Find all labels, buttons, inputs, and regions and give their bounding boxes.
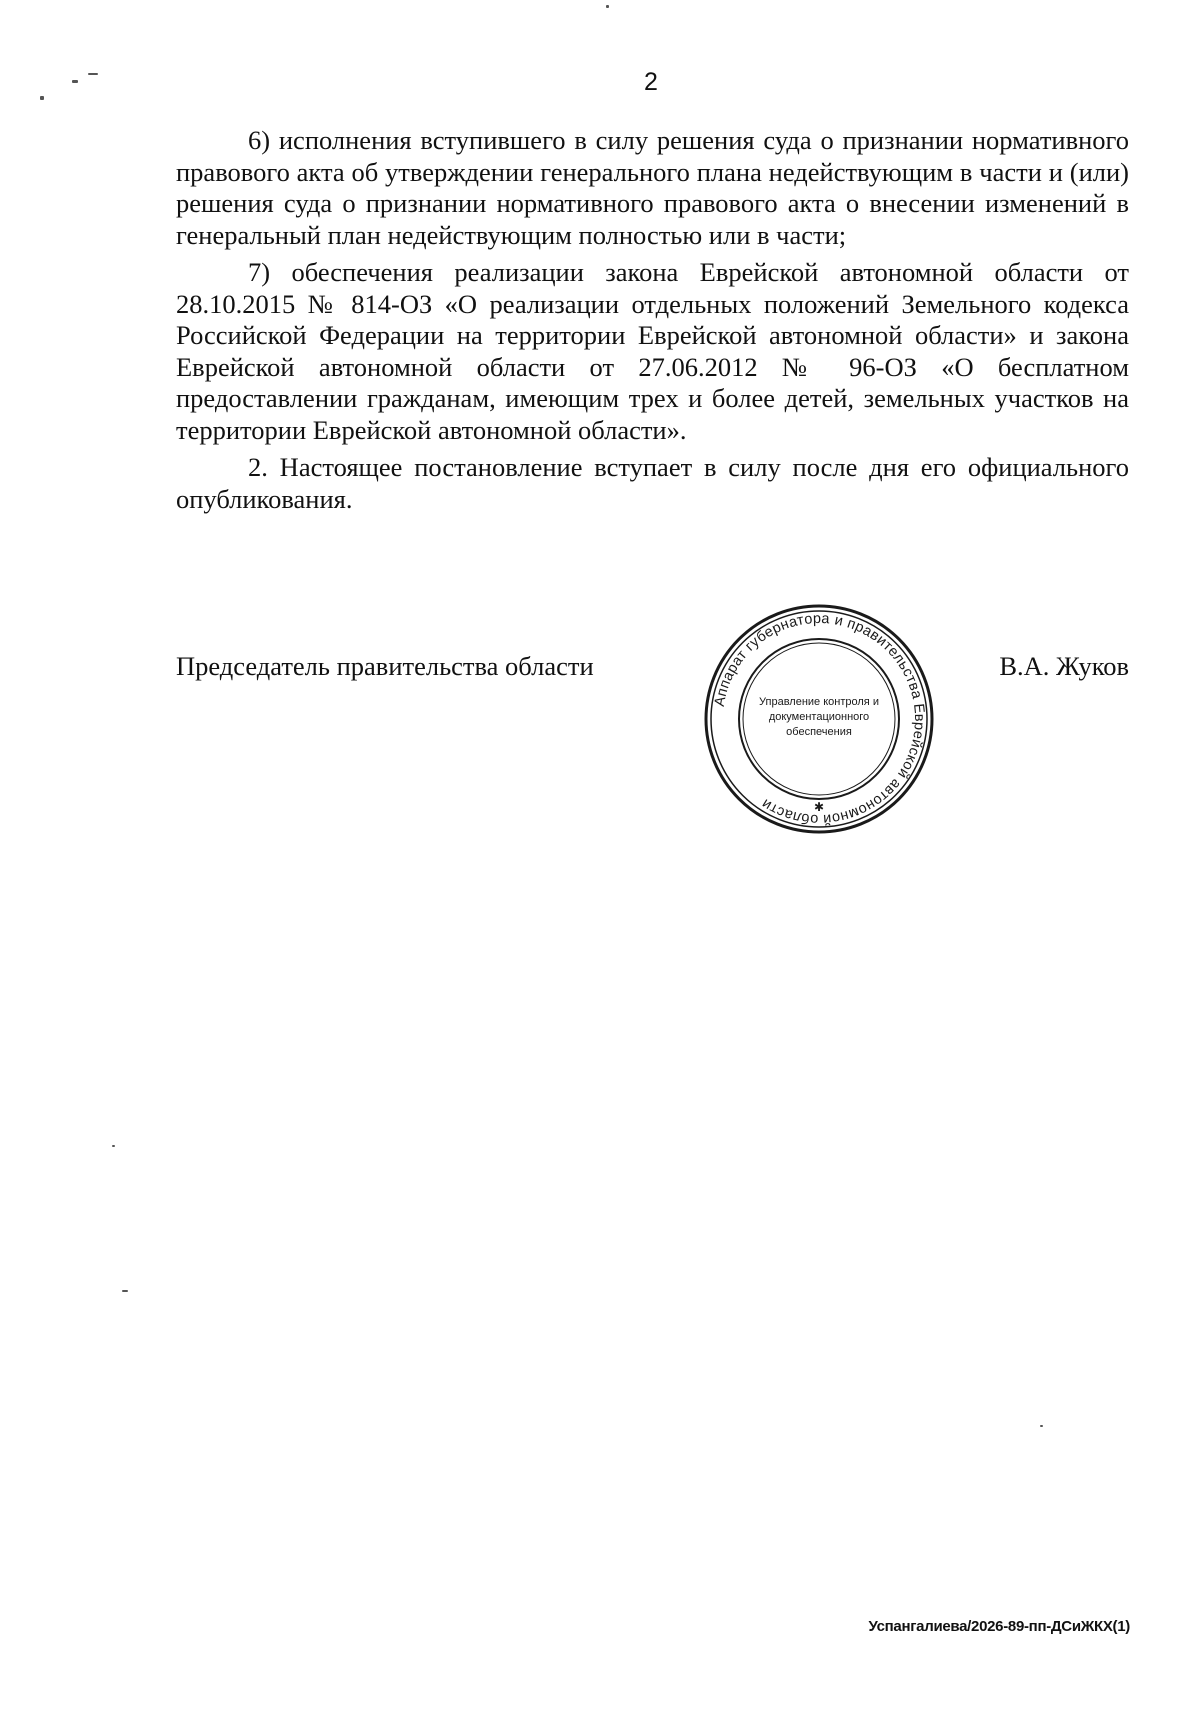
stamp-inner-line-1: Управление контроля и bbox=[759, 696, 879, 708]
scan-speck bbox=[72, 80, 78, 83]
signer-title: Председатель правительства области bbox=[176, 651, 594, 681]
signer-name: В.А. Жуков bbox=[999, 651, 1129, 681]
footer-document-code: Успангалиева/2026-89-пп-ДСиЖКХ(1) bbox=[868, 1618, 1130, 1635]
paragraph-item-7: 7) обеспечения реализации закона Еврейской автономной области от 28.10.2015 № 814-ОЗ «О реализации отдельных положений Земельного кодекса Российской Федерации на территории Еврейской автономной области» и закона Еврейской автономной области от 27.06.2012 № 96-ОЗ «О бесплатном предоставлении гражданам, имеющим трех и более детей, земельных участков на территории Еврейской автономной области». bbox=[176, 257, 1129, 445]
scan-speck bbox=[112, 1145, 115, 1147]
svg-text:✱: ✱ bbox=[813, 800, 825, 814]
scan-speck bbox=[40, 96, 44, 100]
stamp-inner-line-2: документационного bbox=[768, 711, 870, 723]
scan-speck bbox=[606, 5, 609, 8]
stamp-inner-line-3: обеспечения bbox=[786, 726, 852, 738]
document-body bbox=[176, 125, 1129, 515]
paragraph-clause-2: 2. Настоящее постановление вступает в силу после дня его официального опубликования. bbox=[176, 452, 1129, 514]
paragraph-item-6: 6) исполнения вступившего в силу решения суда о признании нормативного правового акта об утверждении генерального плана недействующим в части и (или) решения суда о признании нормативного правового акта о внесении изменений в генеральный план недействующим полностью или в части; bbox=[176, 125, 1129, 250]
scan-speck bbox=[122, 1290, 128, 1292]
stamp-ring-text: Аппарат губернатора и правительства Еврейской автономной области bbox=[711, 610, 928, 828]
official-stamp-seal bbox=[703, 603, 935, 835]
page-number: 2 bbox=[644, 68, 658, 96]
scan-speck bbox=[1040, 1425, 1043, 1427]
scan-speck bbox=[88, 73, 98, 75]
